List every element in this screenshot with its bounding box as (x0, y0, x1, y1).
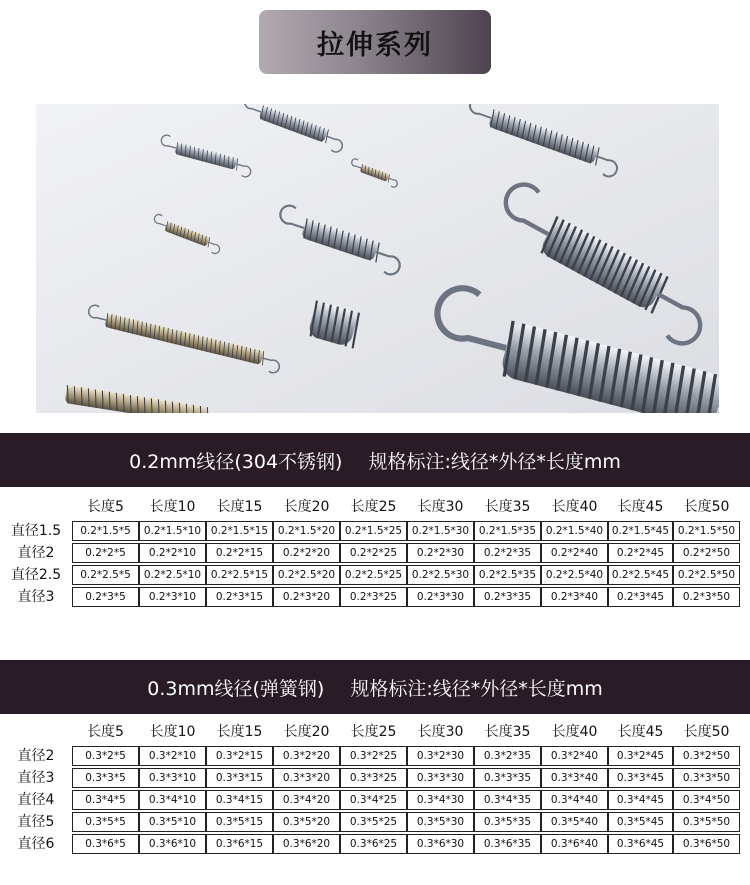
section-heading: 0.3mm线径(弹簧钢) (147, 677, 325, 700)
table-cell: 0.2*3*35 (474, 587, 541, 607)
page-title: 拉伸系列 (259, 10, 491, 74)
table-row (0, 834, 750, 854)
table-cell: 0.2*3*15 (206, 587, 273, 607)
column-header: 长度40 (551, 724, 598, 740)
column-header: 长度35 (484, 724, 531, 740)
row-label: 直径1.5 (10, 523, 62, 539)
row-label: 直径4 (17, 792, 55, 808)
table-cell: 0.3*3*35 (474, 768, 541, 788)
table-cell: 0.2*2.5*5 (72, 565, 139, 585)
table-cell: 0.2*1.5*25 (340, 521, 407, 541)
table-cell: 0.3*4*40 (541, 790, 608, 810)
table-cell: 0.3*2*35 (474, 746, 541, 766)
table-cell: 0.3*5*25 (340, 812, 407, 832)
column-header: 长度20 (283, 724, 330, 740)
table-cell: 0.2*2.5*40 (541, 565, 608, 585)
springs-illustration (36, 104, 719, 413)
table-row (0, 587, 750, 607)
table-cell: 0.3*6*5 (72, 834, 139, 854)
table-cell: 0.2*2*20 (273, 543, 340, 563)
section-spec: 规格标注:线径*外径*长度mm (350, 677, 603, 700)
table-cell: 0.2*3*25 (340, 587, 407, 607)
table-row (0, 768, 750, 788)
section-header (0, 660, 750, 714)
column-header: 长度25 (350, 499, 397, 515)
table-row (0, 746, 750, 766)
table-cell: 0.2*3*10 (139, 587, 206, 607)
table-cell: 0.3*4*35 (474, 790, 541, 810)
table-cell: 0.3*4*5 (72, 790, 139, 810)
table-cell: 0.3*6*15 (206, 834, 273, 854)
table-cell: 0.3*6*45 (608, 834, 673, 854)
table-cell: 0.3*2*40 (541, 746, 608, 766)
row-label: 直径3 (17, 589, 55, 605)
column-header: 长度30 (417, 499, 464, 515)
table-cell: 0.3*5*45 (608, 812, 673, 832)
column-header: 长度20 (283, 499, 330, 515)
table-cell: 0.2*2*35 (474, 543, 541, 563)
table-cell: 0.2*3*20 (273, 587, 340, 607)
column-header: 长度50 (683, 724, 730, 740)
table-cell: 0.2*1.5*15 (206, 521, 273, 541)
table-cell: 0.2*2.5*45 (608, 565, 673, 585)
table-cell: 0.3*4*30 (407, 790, 474, 810)
column-header: 长度45 (617, 499, 664, 515)
table-cell: 0.2*2*10 (139, 543, 206, 563)
table-cell: 0.3*5*10 (139, 812, 206, 832)
table-cell: 0.2*1.5*45 (608, 521, 673, 541)
table-row (0, 812, 750, 832)
column-header: 长度5 (87, 499, 124, 515)
table-cell: 0.3*6*30 (407, 834, 474, 854)
table-cell: 0.3*4*25 (340, 790, 407, 810)
table-cell: 0.3*2*20 (273, 746, 340, 766)
table-cell: 0.3*2*25 (340, 746, 407, 766)
table-cell: 0.2*1.5*30 (407, 521, 474, 541)
row-label: 直径2.5 (10, 567, 62, 583)
column-header: 长度5 (87, 724, 124, 740)
table-cell: 0.2*2.5*35 (474, 565, 541, 585)
table-cell: 0.2*2.5*30 (407, 565, 474, 585)
table-cell: 0.3*4*20 (273, 790, 340, 810)
table-cell: 0.3*3*25 (340, 768, 407, 788)
table-cell: 0.2*2.5*50 (673, 565, 740, 585)
table-cell: 0.2*1.5*40 (541, 521, 608, 541)
row-label: 直径2 (17, 748, 55, 764)
column-header: 长度45 (617, 724, 664, 740)
table-cell: 0.3*3*40 (541, 768, 608, 788)
table-row (0, 565, 750, 585)
table-cell: 0.2*2*15 (206, 543, 273, 563)
table-cell: 0.3*2*15 (206, 746, 273, 766)
table-cell: 0.3*5*30 (407, 812, 474, 832)
table-cell: 0.3*6*50 (673, 834, 740, 854)
column-header: 长度50 (683, 499, 730, 515)
column-header: 长度15 (216, 499, 263, 515)
table-cell: 0.3*5*40 (541, 812, 608, 832)
column-header: 长度15 (216, 724, 263, 740)
table-row (0, 521, 750, 541)
table-cell: 0.3*5*5 (72, 812, 139, 832)
table-cell: 0.3*6*20 (273, 834, 340, 854)
row-label: 直径2 (17, 545, 55, 561)
column-header: 长度10 (149, 724, 196, 740)
table-cell: 0.2*2.5*20 (273, 565, 340, 585)
table-cell: 0.3*3*10 (139, 768, 206, 788)
table-cell: 0.3*3*5 (72, 768, 139, 788)
table-cell: 0.3*2*50 (673, 746, 740, 766)
table-cell: 0.2*2*25 (340, 543, 407, 563)
table-cell: 0.3*2*10 (139, 746, 206, 766)
table-cell: 0.2*1.5*35 (474, 521, 541, 541)
table-cell: 0.3*3*15 (206, 768, 273, 788)
table-cell: 0.3*5*50 (673, 812, 740, 832)
table-cell: 0.2*1.5*5 (72, 521, 139, 541)
table-cell: 0.2*2*50 (673, 543, 740, 563)
table-row (0, 543, 750, 563)
table-cell: 0.3*4*10 (139, 790, 206, 810)
table-cell: 0.2*2.5*15 (206, 565, 273, 585)
table-cell: 0.3*6*35 (474, 834, 541, 854)
table-cell: 0.2*2*45 (608, 543, 673, 563)
product-photo (36, 104, 719, 413)
table-cell: 0.3*5*15 (206, 812, 273, 832)
row-label: 直径6 (17, 836, 55, 852)
section-header (0, 433, 750, 487)
table-cell: 0.3*5*35 (474, 812, 541, 832)
table-cell: 0.3*2*30 (407, 746, 474, 766)
table-cell: 0.3*3*20 (273, 768, 340, 788)
section-spec: 规格标注:线径*外径*长度mm (368, 450, 621, 473)
table-cell: 0.2*1.5*10 (139, 521, 206, 541)
table-cell: 0.3*3*50 (673, 768, 740, 788)
table-cell: 0.3*2*5 (72, 746, 139, 766)
column-header: 长度35 (484, 499, 531, 515)
table-cell: 0.3*4*15 (206, 790, 273, 810)
table-cell: 0.3*6*25 (340, 834, 407, 854)
table-cell: 0.2*1.5*20 (273, 521, 340, 541)
table-cell: 0.2*3*5 (72, 587, 139, 607)
row-label: 直径5 (17, 814, 55, 830)
table-cell: 0.2*2*40 (541, 543, 608, 563)
table-cell: 0.2*3*40 (541, 587, 608, 607)
table-cell: 0.2*2*5 (72, 543, 139, 563)
column-header: 长度40 (551, 499, 598, 515)
table-cell: 0.3*3*30 (407, 768, 474, 788)
table-cell: 0.2*2.5*25 (340, 565, 407, 585)
table-cell: 0.3*3*45 (608, 768, 673, 788)
section-heading: 0.2mm线径(304不锈钢) (129, 450, 343, 473)
table-cell: 0.3*4*45 (608, 790, 673, 810)
table-cell: 0.2*3*45 (608, 587, 673, 607)
table-cell: 0.2*2*30 (407, 543, 474, 563)
column-header: 长度25 (350, 724, 397, 740)
table-cell: 0.3*6*10 (139, 834, 206, 854)
table-cell: 0.3*6*40 (541, 834, 608, 854)
table-cell: 0.2*1.5*50 (673, 521, 740, 541)
table-cell: 0.3*4*50 (673, 790, 740, 810)
table-cell: 0.3*5*20 (273, 812, 340, 832)
table-cell: 0.2*3*30 (407, 587, 474, 607)
table-cell: 0.2*2.5*10 (139, 565, 206, 585)
table-cell: 0.3*2*45 (608, 746, 673, 766)
column-header: 长度30 (417, 724, 464, 740)
table-row (0, 790, 750, 810)
column-header: 长度10 (149, 499, 196, 515)
row-label: 直径3 (17, 770, 55, 786)
table-cell: 0.2*3*50 (673, 587, 740, 607)
